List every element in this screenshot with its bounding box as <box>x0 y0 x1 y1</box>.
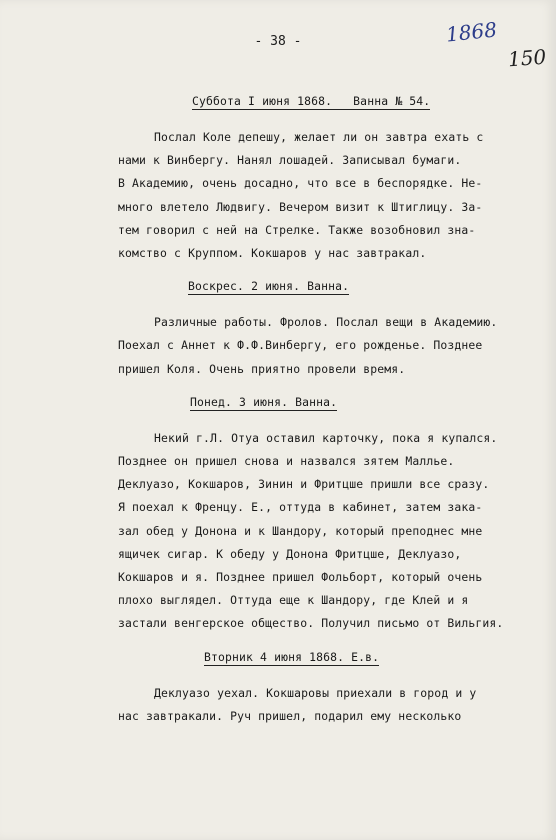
text-line: Различные работы. Фролов. Послал вещи в Академию. <box>154 315 498 330</box>
text-line: тем говорил с ней на Стрелке. Также возобновил зна- <box>118 222 476 237</box>
text-line: Послал Коле депешу, желает ли он завтра ехать с <box>154 130 484 144</box>
text-line: В Академию, очень досадно, что все в беспорядке. Не- <box>118 176 483 191</box>
entry-heading: Воскрес. 2 июня. Ванна. <box>188 279 350 294</box>
text-line: плохо выглядел. Оттуда еще к Шандору, где Клей и я <box>118 593 469 608</box>
text-line: Кокшаров и я. Позднее пришел Фольборт, который очень <box>118 570 483 585</box>
text-line: нами к Винбергу. Нанял лошадей. Записывал бумаги. <box>118 153 462 168</box>
handwritten-folio-number: 150 <box>507 44 547 72</box>
entry-heading: Суббота I июня 1868. Ванна № 54. <box>192 94 431 108</box>
diary-text <box>118 88 548 742</box>
text-line: ящичек сигар. К обеду у Донона Фритцше, Деклуазо, <box>118 546 462 561</box>
diary-entry <box>118 682 548 728</box>
text-line: комство с Круппом. Кокшаров у нас завтракал. <box>118 246 427 261</box>
text-line: Деклуазо уехал. Кокшаровы приехали в город и у <box>154 685 477 700</box>
text-line: зал обед у Донона и к Шандору, который преподнес мне <box>118 523 483 538</box>
text-line: много влетело Людвигу. Вечером визит к Штиглицу. За- <box>118 199 483 214</box>
text-line: Деклуазо, Кокшаров, Зинин и Фритцше пришли все сразу. <box>118 477 490 492</box>
entry-heading: Понед. 3 июня. Ванна. <box>190 394 338 409</box>
diary-entry <box>118 126 548 265</box>
text-line: застали венгерское общество. Получил письмо от Вильгия. <box>118 616 504 631</box>
diary-entry <box>118 311 548 381</box>
text-line: нас завтракали. Руч пришел, подарил ему несколько <box>118 708 462 723</box>
text-line: Некий г.Л. Отуа оставил карточку, пока я купался. <box>154 430 498 445</box>
entry-heading: Вторник 4 июня 1868. Е.в. <box>204 649 380 664</box>
text-line: пришел Коля. Очень приятно провели время. <box>118 361 406 376</box>
text-line: Позднее он пришел снова и назвался зятем Маллье. <box>118 454 455 469</box>
diary-entry <box>118 427 548 636</box>
handwritten-year-annotation: 1868 <box>444 17 499 47</box>
page-number: - 38 - <box>254 34 302 49</box>
text-line: Поехал с Аннет к Ф.Ф.Винбергу, его рожденье. Позднее <box>118 338 483 353</box>
text-line: Я поехал к Френцу. Е., оттуда в кабинет, затем зака- <box>118 500 483 515</box>
